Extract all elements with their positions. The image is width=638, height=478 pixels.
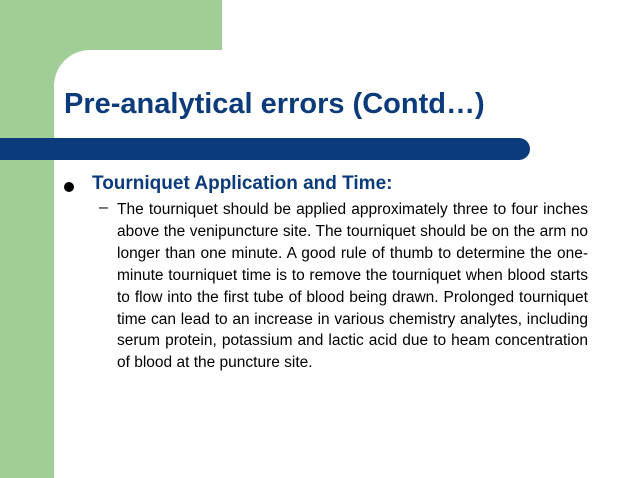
sub-bullet-dash-icon: – — [99, 199, 108, 216]
sub-bullet-text: The tourniquet should be applied approximately three to four inches above the venipuncture site. The tourniquet should be on the arm no longer than one minute. A good rule of thumb to determine the one-minute tourniquet time is to remove the tourniquet when blood starts to flow into the first tube of blood being drawn. Prolonged tourniquet time can lead to an increase in various chemistry analytes, including serum protein, potassium and lactic acid due to heam concentration of blood at the puncture site. — [117, 201, 588, 372]
green-left-band — [0, 0, 54, 478]
slide-title: Pre-analytical errors (Contd…) — [64, 88, 485, 120]
bullet-dot-icon — [64, 182, 74, 192]
title-underline-bar — [0, 138, 530, 160]
bullet-heading: Tourniquet Application and Time: — [92, 173, 393, 194]
